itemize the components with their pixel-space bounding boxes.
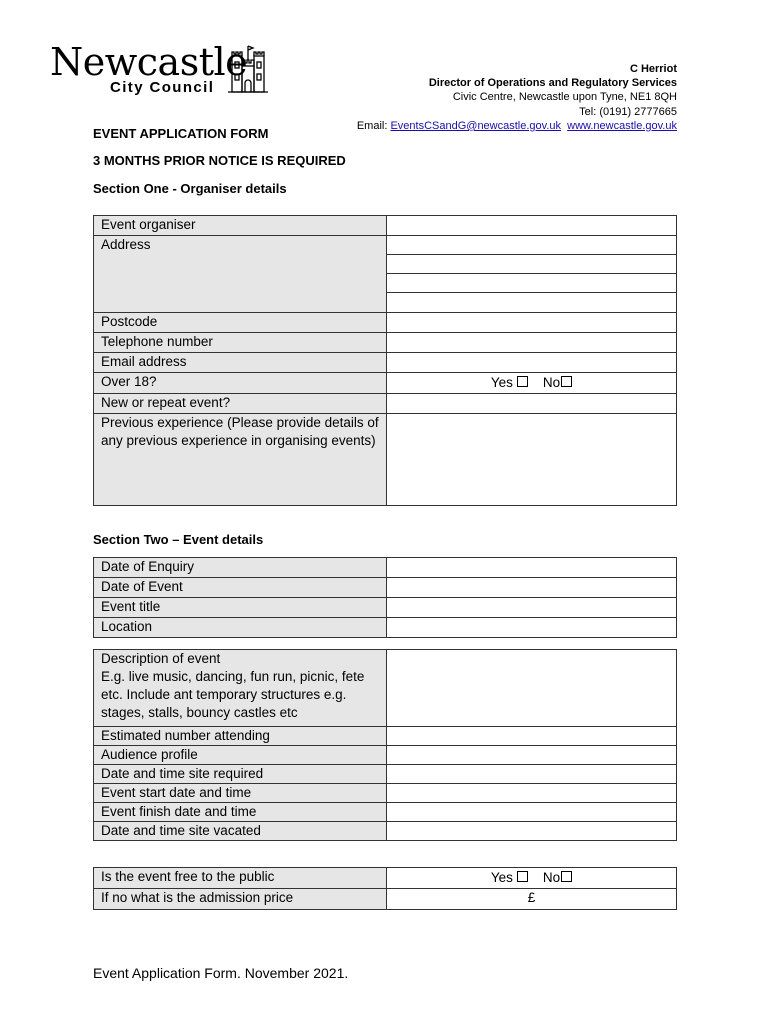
contact-website-link[interactable]: www.newcastle.gov.uk	[567, 119, 677, 132]
admission-field[interactable]	[387, 889, 677, 910]
table-row	[94, 822, 677, 841]
vacated-field[interactable]	[387, 822, 677, 841]
over18-yes-label: Yes	[490, 375, 513, 390]
event-title-field[interactable]	[387, 598, 677, 618]
contact-name: C Herriot	[629, 63, 677, 75]
start-field[interactable]	[387, 784, 677, 803]
address-field[interactable]	[387, 236, 677, 313]
address-line-3[interactable]	[387, 274, 676, 293]
admission-table	[93, 867, 677, 910]
date-event-field[interactable]	[387, 578, 677, 598]
location-label: Location	[94, 618, 387, 638]
site-required-field[interactable]	[387, 765, 677, 784]
table-row	[94, 868, 677, 889]
date-enquiry-field[interactable]	[387, 558, 677, 578]
table-row	[94, 746, 677, 765]
description-field[interactable]	[387, 650, 677, 727]
table-row	[94, 414, 677, 506]
free-yes-label: Yes	[490, 870, 513, 885]
table-row	[94, 650, 677, 727]
audience-field[interactable]	[387, 746, 677, 765]
free-no-label: No	[542, 870, 561, 885]
contact-address: Civic Centre, Newcastle upon Tyne, NE1 8QH	[452, 91, 677, 104]
telephone-label: Telephone number	[94, 333, 387, 353]
postcode-label: Postcode	[94, 313, 387, 333]
table-row	[94, 373, 677, 394]
date-event-label: Date of Event	[94, 578, 387, 598]
table-row	[94, 889, 677, 910]
over18-yes-checkbox[interactable]	[517, 376, 528, 387]
contact-tel: Tel: (0191) 2777665	[579, 105, 677, 118]
event-organiser-label: Event organiser	[94, 216, 387, 236]
description-title: Description of event	[101, 651, 221, 666]
free-yes-checkbox[interactable]	[517, 871, 528, 882]
site-required-label: Date and time site required	[94, 765, 387, 784]
postcode-field[interactable]	[387, 313, 677, 333]
email-field[interactable]	[387, 353, 677, 373]
new-repeat-field[interactable]	[387, 394, 677, 414]
experience-field[interactable]	[387, 414, 677, 506]
table-row	[94, 618, 677, 638]
contact-block	[277, 62, 677, 133]
table-row	[94, 353, 677, 373]
free-label: Is the event free to the public	[94, 868, 387, 889]
event-title-label: Event title	[94, 598, 387, 618]
contact-email-link[interactable]: EventsCSandG@newcastle.gov.uk	[390, 119, 562, 132]
form-title: EVENT APPLICATION FORM	[93, 126, 269, 141]
event-basics-table	[93, 557, 677, 638]
finish-label: Event finish date and time	[94, 803, 387, 822]
vacated-label: Date and time site vacated	[94, 822, 387, 841]
event-organiser-field[interactable]	[387, 216, 677, 236]
audience-label: Audience profile	[94, 746, 387, 765]
footer-text: Event Application Form. November 2021.	[93, 965, 349, 981]
logo-subtitle: City Council	[110, 79, 215, 96]
admission-label: If no what is the admission price	[94, 889, 387, 910]
contact-role: Director of Operations and Regulatory Services	[428, 77, 677, 90]
address-label: Address	[94, 236, 387, 313]
notice-heading: 3 MONTHS PRIOR NOTICE IS REQUIRED	[93, 153, 346, 168]
address-lines	[387, 236, 676, 311]
description-label	[94, 650, 387, 727]
free-field	[387, 868, 677, 889]
attending-label: Estimated number attending	[94, 727, 387, 746]
address-line-2[interactable]	[387, 255, 676, 274]
start-label: Event start date and time	[94, 784, 387, 803]
section-one-heading: Section One - Organiser details	[93, 181, 287, 196]
contact-email-label: Email:	[356, 119, 388, 132]
experience-label: Previous experience (Please provide details of any previous experience in organising events)	[94, 414, 387, 506]
address-line-4[interactable]	[387, 293, 676, 312]
table-row	[94, 333, 677, 353]
over18-no-checkbox[interactable]	[561, 376, 572, 387]
table-row	[94, 803, 677, 822]
logo-wordmark: Newcastle	[50, 40, 248, 84]
table-row	[94, 216, 677, 236]
event-description-table	[93, 649, 677, 841]
council-logo	[50, 42, 280, 102]
telephone-field[interactable]	[387, 333, 677, 353]
over18-no-label: No	[542, 375, 561, 390]
description-hint: E.g. live music, dancing, fun run, picnic, fete etc. Include ant temporary structures e.g. stages, stalls, bouncy castles etc	[101, 669, 365, 720]
over18-field	[387, 373, 677, 394]
table-row	[94, 313, 677, 333]
section-two-heading: Section Two – Event details	[93, 532, 264, 547]
table-row	[94, 558, 677, 578]
table-row	[94, 765, 677, 784]
table-row	[94, 578, 677, 598]
attending-field[interactable]	[387, 727, 677, 746]
table-row	[94, 727, 677, 746]
table-row	[94, 394, 677, 414]
email-label: Email address	[94, 353, 387, 373]
table-row	[94, 236, 677, 313]
location-field[interactable]	[387, 618, 677, 638]
organiser-details-table	[93, 215, 677, 506]
address-line-1[interactable]	[387, 236, 676, 255]
table-row	[94, 598, 677, 618]
finish-field[interactable]	[387, 803, 677, 822]
free-no-checkbox[interactable]	[561, 871, 572, 882]
new-repeat-label: New or repeat event?	[94, 394, 387, 414]
table-row	[94, 784, 677, 803]
castle-crest-icon	[228, 42, 268, 94]
date-enquiry-label: Date of Enquiry	[94, 558, 387, 578]
currency-symbol: £	[527, 890, 536, 905]
over18-label: Over 18?	[94, 373, 387, 394]
